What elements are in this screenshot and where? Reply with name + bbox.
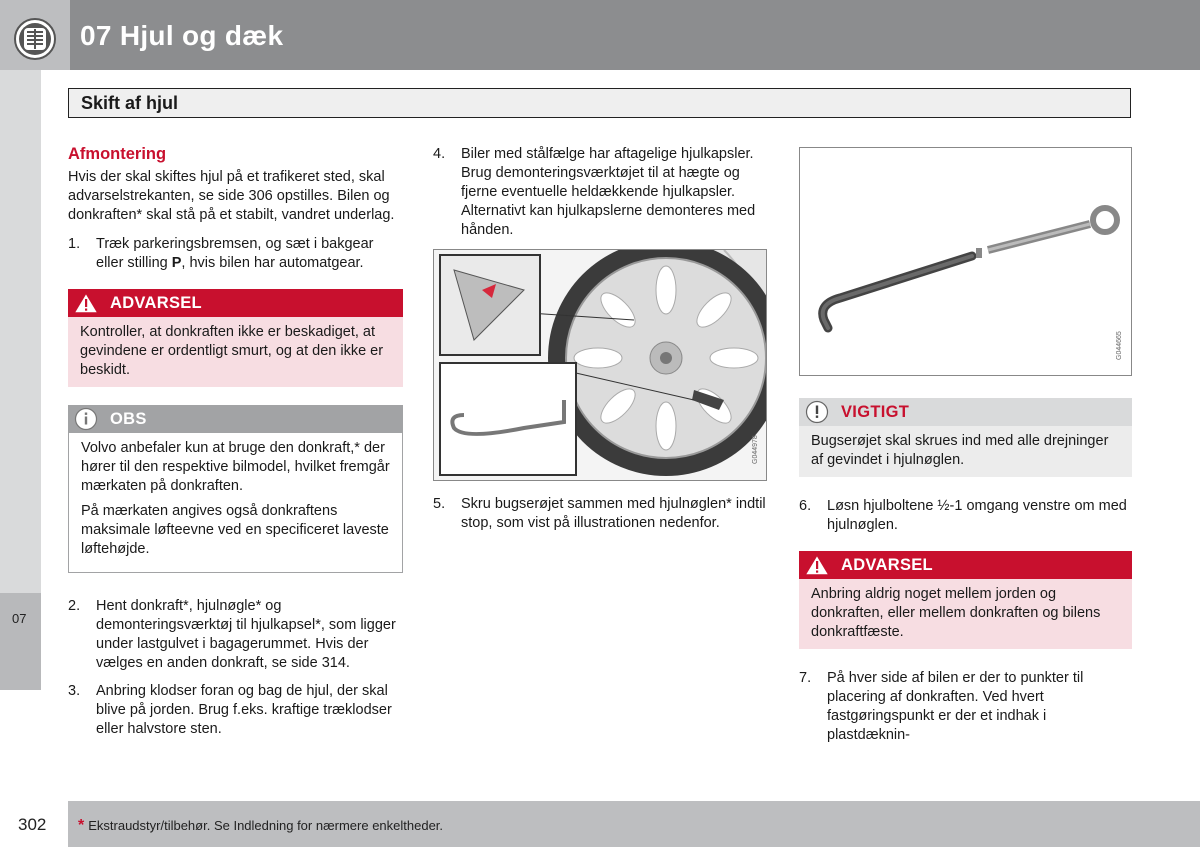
- list-number: 1.: [68, 236, 81, 252]
- obs-label: OBS: [110, 409, 147, 428]
- list-number: 2.: [68, 598, 81, 614]
- list-text: Skru bugserøjet sammen med hjulnøglen* indtil stop, som vist på illustrationen nedenfor.: [461, 496, 766, 531]
- info-icon: [72, 407, 100, 431]
- chapter-tab-label: 07: [12, 611, 27, 626]
- obs-box: [68, 405, 403, 573]
- column-1: [68, 145, 403, 748]
- list-number: 4.: [433, 146, 446, 162]
- list-item-7: [799, 669, 1132, 745]
- important-header: [799, 398, 1132, 426]
- figure-code: G044978: [752, 435, 759, 464]
- warning-body: Anbring aldrig noget mellem jorden og donkraften, eller mellem donkraften og bilens donkraftfæste.: [799, 579, 1132, 649]
- towing-eye-wrench-illustration: [799, 147, 1132, 376]
- obs-body: [68, 433, 403, 573]
- section-title-box: [68, 88, 1131, 118]
- list-number: 7.: [799, 670, 812, 686]
- exclamation-icon: [803, 400, 831, 424]
- list-number: 6.: [799, 498, 812, 514]
- list-number: 5.: [433, 496, 446, 512]
- warning-header: [799, 551, 1132, 579]
- important-box: [799, 398, 1132, 477]
- warning-box: [799, 551, 1132, 649]
- column-3: [799, 145, 1132, 754]
- list-text: Anbring klodser foran og bag de hjul, der skal blive på jorden. Brug f.eks. kraftige træklodser eller halvstore sten.: [96, 683, 392, 737]
- footnote: [78, 817, 443, 835]
- list-item-3: [68, 682, 403, 739]
- list-number: 3.: [68, 683, 81, 699]
- warning-label: ADVARSEL: [110, 293, 202, 312]
- warning-box: [68, 289, 403, 387]
- important-body: Bugserøjet skal skrues ind med alle drejninger af gevindet i hjulnøglen.: [799, 426, 1132, 477]
- chapter-tab: [0, 593, 41, 690]
- warning-header: [68, 289, 403, 317]
- footnote-star: *: [78, 817, 85, 834]
- page-number: 302: [18, 815, 47, 834]
- obs-header: [68, 405, 403, 433]
- warning-body: Kontroller, at donkraften ikke er beskadiget, at gevindene er ordentligt smurt, og at den ikke er beskidt.: [68, 317, 403, 387]
- text-part: Træk parkeringsbremsen, og sæt i bakgear eller stilling: [96, 236, 374, 271]
- list-text: [96, 235, 403, 273]
- figure-code: G044665: [1116, 331, 1123, 360]
- column-2: [433, 145, 769, 542]
- important-label: VIGTIGT: [841, 402, 910, 421]
- list-text: Løsn hjulboltene ½-1 omgang venstre om med hjulnøglen.: [827, 498, 1127, 533]
- list-item-4: [433, 145, 769, 240]
- list-item-2: [68, 597, 403, 673]
- subheading: Afmontering: [68, 145, 167, 163]
- wrench-illustration: [800, 148, 1132, 376]
- wheel-illustration: [434, 250, 767, 481]
- gear-position: P: [171, 255, 182, 271]
- list-text: Biler med stålfælge har aftagelige hjulkapsler. Brug demonteringsværktøjet til at hægte og fjerne eventuelle heldækkende hjulkapsler. Alternativt kan hjulkapslerne demonteres med hånden.: [461, 146, 756, 238]
- text-part: , hvis bilen har automatgear.: [181, 255, 364, 271]
- intro-paragraph: Hvis der skal skiftes hjul på et trafikeret sted, skal advarselstrekanten, se side 306 opstilles. Bilen og donkraften* skal stå på et stabilt, vandret underlag.: [68, 169, 395, 223]
- warning-triangle-icon: [72, 291, 100, 315]
- list-item-6: [799, 497, 1132, 535]
- wheel-icon: [13, 17, 57, 61]
- obs-paragraph: På mærkaten angives også donkraftens maksimale løfteevne ved en specificeret laveste løftehøjde.: [81, 503, 389, 557]
- chapter-title: 07 Hjul og dæk: [80, 20, 284, 51]
- list-text: Hent donkraft*, hjulnøgle* og demonteringsværktøj til hjulkapsel*, som ligger under lastgulvet i bagagerummet. Hvis der vælges en anden donkraft, se side 314.: [96, 598, 396, 671]
- warning-label: ADVARSEL: [841, 555, 933, 574]
- obs-paragraph: Volvo anbefaler kun at bruge den donkraft,* der hører til den respektive bilmodel, hvilket fremgår mærkaten på donkraften.: [81, 440, 390, 494]
- list-item-1: [68, 235, 403, 273]
- list-text: På hver side af bilen er der to punkter til placering af donkraften. Ved hvert fastgøringspunkt er der et indhak i plastdæknin-: [827, 670, 1084, 743]
- section-title: Skift af hjul: [81, 93, 179, 113]
- hubcap-removal-illustration: [433, 249, 767, 481]
- list-item-5: [433, 495, 769, 533]
- warning-triangle-icon: [803, 553, 831, 577]
- footnote-text: Ekstraudstyr/tilbehør. Se Indledning for nærmere enkeltheder.: [88, 818, 444, 833]
